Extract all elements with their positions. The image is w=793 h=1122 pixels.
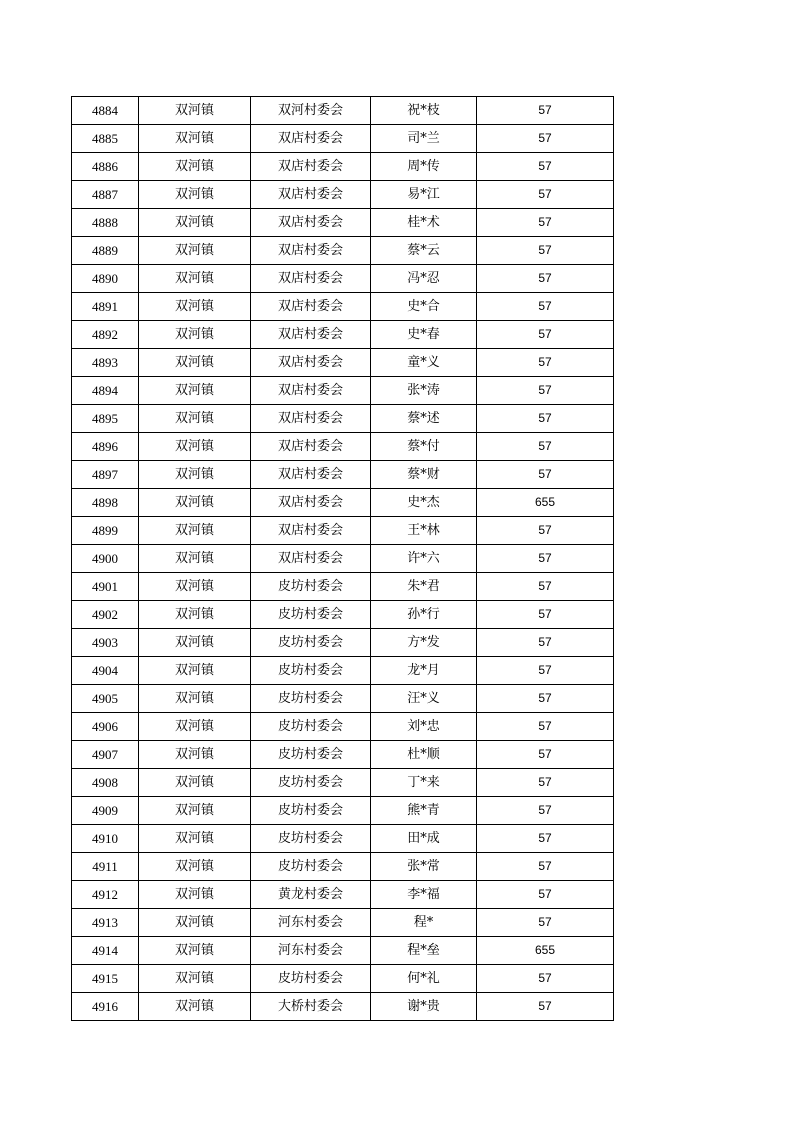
town-cell: 双河镇	[139, 489, 251, 517]
table-row	[72, 657, 614, 685]
village-committee-cell: 双店村委会	[251, 265, 371, 293]
village-committee-cell: 双店村委会	[251, 545, 371, 573]
name-cell: 田*成	[371, 825, 477, 853]
name-cell: 熊*青	[371, 797, 477, 825]
town-cell: 双河镇	[139, 769, 251, 797]
name-cell: 童*义	[371, 349, 477, 377]
town-cell: 双河镇	[139, 741, 251, 769]
name-cell: 何*礼	[371, 965, 477, 993]
village-committee-cell: 双店村委会	[251, 181, 371, 209]
village-committee-cell: 皮坊村委会	[251, 965, 371, 993]
table-row	[72, 769, 614, 797]
amount-cell: 57	[477, 265, 614, 293]
town-cell: 双河镇	[139, 237, 251, 265]
amount-cell: 57	[477, 377, 614, 405]
row-number-cell: 4903	[72, 629, 139, 657]
table-row	[72, 881, 614, 909]
town-cell: 双河镇	[139, 601, 251, 629]
name-cell: 汪*义	[371, 685, 477, 713]
row-number-cell: 4891	[72, 293, 139, 321]
town-cell: 双河镇	[139, 993, 251, 1021]
name-cell: 易*江	[371, 181, 477, 209]
name-cell: 朱*君	[371, 573, 477, 601]
town-cell: 双河镇	[139, 965, 251, 993]
amount-cell: 57	[477, 321, 614, 349]
table-row	[72, 713, 614, 741]
row-number-cell: 4897	[72, 461, 139, 489]
name-cell: 祝*枝	[371, 97, 477, 125]
village-committee-cell: 皮坊村委会	[251, 629, 371, 657]
village-committee-cell: 双店村委会	[251, 405, 371, 433]
town-cell: 双河镇	[139, 657, 251, 685]
town-cell: 双河镇	[139, 713, 251, 741]
row-number-cell: 4915	[72, 965, 139, 993]
table-row	[72, 601, 614, 629]
row-number-cell: 4896	[72, 433, 139, 461]
name-cell: 程*垒	[371, 937, 477, 965]
amount-cell: 57	[477, 965, 614, 993]
village-committee-cell: 皮坊村委会	[251, 853, 371, 881]
table-row	[72, 209, 614, 237]
amount-cell: 57	[477, 573, 614, 601]
village-committee-cell: 皮坊村委会	[251, 769, 371, 797]
village-committee-cell: 双店村委会	[251, 517, 371, 545]
village-committee-cell: 皮坊村委会	[251, 713, 371, 741]
amount-cell: 57	[477, 545, 614, 573]
town-cell: 双河镇	[139, 937, 251, 965]
town-cell: 双河镇	[139, 349, 251, 377]
row-number-cell: 4894	[72, 377, 139, 405]
table-row	[72, 517, 614, 545]
table-row	[72, 125, 614, 153]
row-number-cell: 4913	[72, 909, 139, 937]
village-committee-cell: 双店村委会	[251, 209, 371, 237]
row-number-cell: 4890	[72, 265, 139, 293]
village-committee-cell: 双店村委会	[251, 461, 371, 489]
table-row	[72, 825, 614, 853]
row-number-cell: 4910	[72, 825, 139, 853]
row-number-cell: 4911	[72, 853, 139, 881]
row-number-cell: 4887	[72, 181, 139, 209]
town-cell: 双河镇	[139, 321, 251, 349]
table-row	[72, 741, 614, 769]
town-cell: 双河镇	[139, 545, 251, 573]
table-row	[72, 685, 614, 713]
name-cell: 王*林	[371, 517, 477, 545]
name-cell: 谢*贵	[371, 993, 477, 1021]
town-cell: 双河镇	[139, 685, 251, 713]
village-committee-cell: 皮坊村委会	[251, 601, 371, 629]
town-cell: 双河镇	[139, 293, 251, 321]
table-row	[72, 629, 614, 657]
table-row	[72, 853, 614, 881]
name-cell: 杜*顺	[371, 741, 477, 769]
amount-cell: 57	[477, 517, 614, 545]
town-cell: 双河镇	[139, 405, 251, 433]
name-cell: 周*传	[371, 153, 477, 181]
name-cell: 蔡*云	[371, 237, 477, 265]
town-cell: 双河镇	[139, 517, 251, 545]
amount-cell: 57	[477, 657, 614, 685]
village-committee-cell: 双店村委会	[251, 237, 371, 265]
row-number-cell: 4908	[72, 769, 139, 797]
name-cell: 孙*行	[371, 601, 477, 629]
town-cell: 双河镇	[139, 461, 251, 489]
village-committee-cell: 双店村委会	[251, 293, 371, 321]
amount-cell: 57	[477, 601, 614, 629]
village-committee-cell: 双店村委会	[251, 125, 371, 153]
town-cell: 双河镇	[139, 825, 251, 853]
town-cell: 双河镇	[139, 881, 251, 909]
town-cell: 双河镇	[139, 797, 251, 825]
village-committee-cell: 皮坊村委会	[251, 573, 371, 601]
table-row	[72, 489, 614, 517]
amount-cell: 57	[477, 629, 614, 657]
row-number-cell: 4904	[72, 657, 139, 685]
amount-cell: 57	[477, 881, 614, 909]
table-row	[72, 321, 614, 349]
town-cell: 双河镇	[139, 909, 251, 937]
village-committee-cell: 皮坊村委会	[251, 797, 371, 825]
village-committee-cell: 双河村委会	[251, 97, 371, 125]
table-row	[72, 349, 614, 377]
row-number-cell: 4898	[72, 489, 139, 517]
village-committee-cell: 双店村委会	[251, 377, 371, 405]
row-number-cell: 4902	[72, 601, 139, 629]
row-number-cell: 4916	[72, 993, 139, 1021]
row-number-cell: 4914	[72, 937, 139, 965]
table-row	[72, 293, 614, 321]
name-cell: 许*六	[371, 545, 477, 573]
amount-cell: 57	[477, 713, 614, 741]
amount-cell: 655	[477, 937, 614, 965]
amount-cell: 57	[477, 909, 614, 937]
village-committee-cell: 皮坊村委会	[251, 741, 371, 769]
name-cell: 李*福	[371, 881, 477, 909]
town-cell: 双河镇	[139, 629, 251, 657]
row-number-cell: 4892	[72, 321, 139, 349]
table-row	[72, 545, 614, 573]
name-cell: 张*涛	[371, 377, 477, 405]
table-row	[72, 433, 614, 461]
name-cell: 冯*忍	[371, 265, 477, 293]
amount-cell: 57	[477, 153, 614, 181]
amount-cell: 57	[477, 825, 614, 853]
table-row	[72, 377, 614, 405]
town-cell: 双河镇	[139, 433, 251, 461]
village-committee-cell: 河东村委会	[251, 937, 371, 965]
table-body	[72, 97, 614, 1021]
table-row	[72, 237, 614, 265]
amount-cell: 57	[477, 685, 614, 713]
table-row	[72, 461, 614, 489]
row-number-cell: 4886	[72, 153, 139, 181]
table-row	[72, 993, 614, 1021]
row-number-cell: 4901	[72, 573, 139, 601]
town-cell: 双河镇	[139, 853, 251, 881]
row-number-cell: 4885	[72, 125, 139, 153]
town-cell: 双河镇	[139, 265, 251, 293]
town-cell: 双河镇	[139, 153, 251, 181]
amount-cell: 57	[477, 461, 614, 489]
table-row	[72, 97, 614, 125]
row-number-cell: 4905	[72, 685, 139, 713]
village-committee-cell: 皮坊村委会	[251, 825, 371, 853]
table-row	[72, 909, 614, 937]
name-cell: 丁*来	[371, 769, 477, 797]
amount-cell: 57	[477, 97, 614, 125]
row-number-cell: 4906	[72, 713, 139, 741]
village-committee-cell: 黄龙村委会	[251, 881, 371, 909]
town-cell: 双河镇	[139, 573, 251, 601]
name-cell: 龙*月	[371, 657, 477, 685]
amount-cell: 57	[477, 433, 614, 461]
amount-cell: 57	[477, 853, 614, 881]
amount-cell: 655	[477, 489, 614, 517]
village-committee-cell: 双店村委会	[251, 321, 371, 349]
name-cell: 张*常	[371, 853, 477, 881]
table-row	[72, 937, 614, 965]
name-cell: 史*春	[371, 321, 477, 349]
data-table	[71, 96, 614, 1021]
name-cell: 蔡*述	[371, 405, 477, 433]
row-number-cell: 4912	[72, 881, 139, 909]
row-number-cell: 4907	[72, 741, 139, 769]
table-row	[72, 573, 614, 601]
row-number-cell: 4884	[72, 97, 139, 125]
town-cell: 双河镇	[139, 125, 251, 153]
row-number-cell: 4895	[72, 405, 139, 433]
table-row	[72, 797, 614, 825]
amount-cell: 57	[477, 797, 614, 825]
table-row	[72, 965, 614, 993]
table-row	[72, 153, 614, 181]
name-cell: 蔡*付	[371, 433, 477, 461]
table-row	[72, 405, 614, 433]
name-cell: 史*杰	[371, 489, 477, 517]
town-cell: 双河镇	[139, 209, 251, 237]
name-cell: 司*兰	[371, 125, 477, 153]
name-cell: 刘*忠	[371, 713, 477, 741]
village-committee-cell: 双店村委会	[251, 153, 371, 181]
amount-cell: 57	[477, 209, 614, 237]
village-committee-cell: 河东村委会	[251, 909, 371, 937]
name-cell: 方*发	[371, 629, 477, 657]
village-committee-cell: 大桥村委会	[251, 993, 371, 1021]
town-cell: 双河镇	[139, 97, 251, 125]
village-committee-cell: 双店村委会	[251, 433, 371, 461]
amount-cell: 57	[477, 293, 614, 321]
name-cell: 史*合	[371, 293, 477, 321]
town-cell: 双河镇	[139, 181, 251, 209]
amount-cell: 57	[477, 405, 614, 433]
village-committee-cell: 双店村委会	[251, 489, 371, 517]
amount-cell: 57	[477, 237, 614, 265]
amount-cell: 57	[477, 769, 614, 797]
table-row	[72, 181, 614, 209]
amount-cell: 57	[477, 181, 614, 209]
name-cell: 桂*术	[371, 209, 477, 237]
amount-cell: 57	[477, 349, 614, 377]
amount-cell: 57	[477, 993, 614, 1021]
table-row	[72, 265, 614, 293]
village-committee-cell: 双店村委会	[251, 349, 371, 377]
village-committee-cell: 皮坊村委会	[251, 657, 371, 685]
town-cell: 双河镇	[139, 377, 251, 405]
row-number-cell: 4899	[72, 517, 139, 545]
village-committee-cell: 皮坊村委会	[251, 685, 371, 713]
row-number-cell: 4889	[72, 237, 139, 265]
row-number-cell: 4893	[72, 349, 139, 377]
amount-cell: 57	[477, 741, 614, 769]
name-cell: 程*	[371, 909, 477, 937]
row-number-cell: 4888	[72, 209, 139, 237]
row-number-cell: 4909	[72, 797, 139, 825]
amount-cell: 57	[477, 125, 614, 153]
name-cell: 蔡*财	[371, 461, 477, 489]
row-number-cell: 4900	[72, 545, 139, 573]
